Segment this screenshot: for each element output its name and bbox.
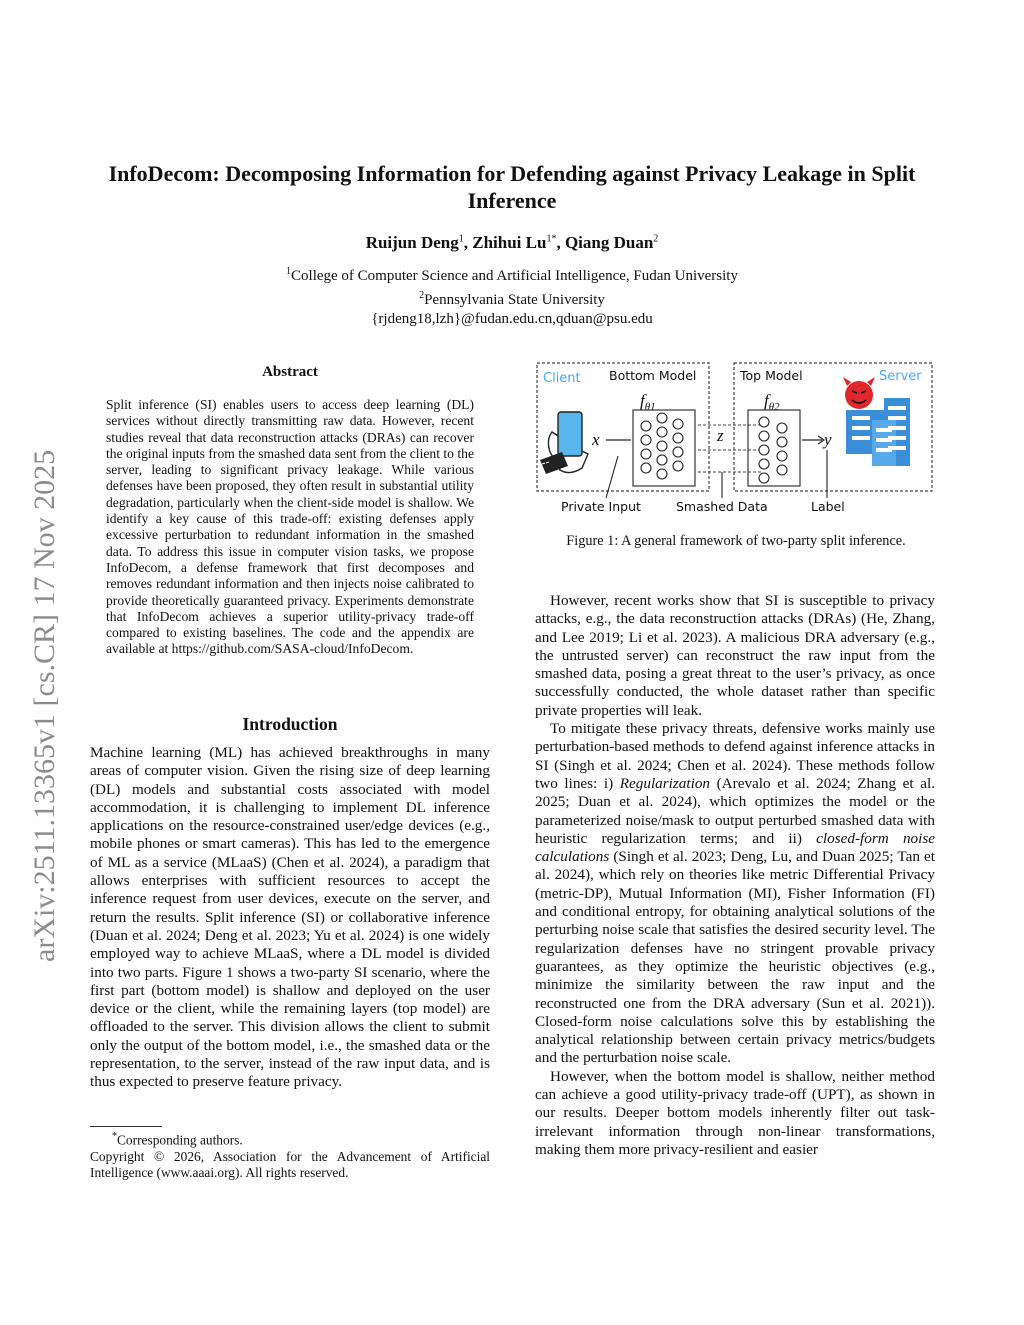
figure-split-inference [534, 360, 936, 520]
author-separator: , [556, 233, 565, 252]
author-name: Ruijun Deng [365, 233, 459, 252]
label-label: Label [811, 499, 845, 514]
paragraph: However, recent works show that SI is susceptible to privacy attacks, e.g., the data reconstruction attacks (DRAs) (He, Zhang, and Lee 2019; Li et al. 2023). A malicious DRA adversary (e.g., the untrusted server) can reconstruct the raw input from the smashed data, posing a great threat to the user’s privacy, as once successfully conducted, the whole dataset rather than specific private properties will leak. [535, 592, 935, 719]
emphasis-text: Regularization [619, 774, 711, 792]
footnote-mark: * [112, 1131, 117, 1142]
var-y: y [824, 430, 832, 449]
smashed-data-label: Smashed Data [676, 499, 768, 514]
arxiv-side-stamp [18, 370, 66, 970]
f-theta2: $f_{\theta 2}$ [764, 391, 780, 413]
affiliations [80, 262, 944, 329]
text-run: To mitigate these privacy threats, defensive works mainly use perturbation-based methods to defend against inference attacks in SI (Singh et al. 2024; Chen et al. 2024). These methods follow two lines: i) [535, 720, 935, 792]
text-run: (Arevalo et al. 2024; Zhang et al. 2025; Duan et al. 2024), which optimizes the model or the parameterized noise/mask to output perturbed smashed data with heuristic regularization terms; and ii) [535, 774, 935, 847]
author-name: Zhihui Lu [472, 233, 547, 252]
paragraph: However, when the bottom model is shallow, neither method can achieve a good utility-privacy trade-off (UPT), as shown in our results. Deeper bottom models inherently filter out task-irrelevant information through non-linear transformations, making them more privacy-resilient and easier [535, 1067, 935, 1158]
top-model-label: Top Model [740, 368, 803, 383]
affiliation-text: Pennsylvania State University [424, 292, 605, 308]
author-separator: , [463, 233, 473, 252]
phone-icon [540, 412, 588, 474]
var-z: z [717, 426, 724, 445]
top-model-network [748, 410, 800, 486]
text-run: (Singh et al. 2023; Deng, Lu, and Duan 2025; Tan et al. 2024), which rely on theories like metric Differential Privacy (metric-DP), Mutual Information (MI), Fisher Information (FI) and conditional entropy, for obtaining analytical solutions of the perturbing noise scale that satisfies the desired security level. The regularization defenses have no stringent provable privacy guarantees, as they optimize the heuristic objectives (e.g., minimize the similarity between the raw input and the reconstructed one from the DRA adversary (Sun et al. 2021)). Closed-form noise calculations solve this by establishing the analytical relationship between certain privacy metrics/budgets and the perturbation noise scale. [535, 848, 935, 1067]
abstract-body [106, 397, 474, 658]
author-list [80, 233, 944, 253]
author-affiliation-mark: 1* [546, 233, 557, 245]
copyright-notice: Copyright © 2026, Association for the Advancement of Artificial Intelligence (www.aaai.org). All rights reserved. [90, 1148, 490, 1180]
private-input-label: Private Input [561, 499, 641, 514]
abstract-heading: Abstract [262, 364, 318, 380]
affiliation-line [80, 286, 944, 310]
author-emails: {rjdeng18,lzh}@fudan.edu.cn,qduan@psu.edu [371, 311, 653, 327]
emphasis-text: closed-form noise calculations [535, 829, 936, 866]
bottom-model-network [633, 410, 695, 486]
devil-icon [843, 377, 875, 409]
footnote-rule [90, 1126, 162, 1127]
affiliation-mark: 2 [419, 290, 425, 301]
author-affiliation-mark: 1 [458, 233, 464, 245]
bottom-model-label: Bottom Model [609, 368, 697, 383]
arxiv-identifier: arXiv:2511.13365v1 [cs.CR] 17 Nov 2025 [28, 449, 61, 962]
paper-title: InfoDecom: Decomposing Information for Defending against Privacy Leakage in Split Inference [108, 161, 916, 213]
introduction-body [90, 744, 490, 1092]
author-affiliation-mark: 2 [653, 233, 659, 245]
affiliation-text: College of Computer Science and Artificial Intelligence, Fudan University [291, 268, 738, 284]
footnote-text: Corresponding authors. [117, 1132, 243, 1148]
var-x: x [592, 430, 600, 449]
footnotes [90, 1129, 490, 1181]
affiliation-line [80, 262, 944, 286]
right-column-body [535, 592, 935, 1159]
introduction-paragraph: Machine learning (ML) has achieved breakthroughs in many areas of computer vision. Given the rising size of deep learning (DL) models and substantial costs associated with model accommodation, it is challenging to implement DL inference applications on the resource-constrained user/edge devices (e.g., mobile phones or smart cameras). This has led to the emergence of ML as a service (MLaaS) (Chen et al. 2024), a paradigm that allows enterprises with sufficient resources to accept the inference request from user devices, execute on the server, and return the results. Split inference (SI) or collaborative inference (Duan et al. 2024; Deng et al. 2023; Yu et al. 2024) is one widely employed way to achieve MLaaS, where a DL model is divided into two parts. Figure 1 shows a two-party SI scenario, where the first part (bottom model) is shallow and deployed on the user device or the client, while the remaining layers (top model) are offloaded to the server. This division allows the client to submit only the output of the bottom model, i.e., the smashed data or the representation, to the server, instead of the raw input data, and is thus expected to preserve feature privacy. [90, 744, 490, 1091]
figure-caption: Figure 1: A general framework of two-party split inference. [566, 533, 906, 549]
paragraph [535, 720, 935, 1068]
corresponding-footnote [90, 1129, 490, 1149]
author-name: Qiang Duan [564, 233, 654, 252]
f-theta1: $f_{\theta 1}$ [640, 391, 656, 413]
affiliation-mark: 1 [286, 266, 292, 277]
client-tag: Client [543, 371, 581, 386]
abstract-text: Split inference (SI) enables users to access deep learning (DL) services without directly transmitting raw data. However, recent studies reveal that data reconstruction attacks (DRAs) can recover the original inputs from the smashed data sent from the client to the server, leading to significant privacy leakage. While various defenses have been proposed, they often result in substantial utility degradation, particularly when the client-side model is shallow. We identify a key cause of this trade-off: existing defenses apply excessive perturbation to redundant information in the smashed data. To address this issue in computer vision tasks, we propose InfoDecom, a defense framework that first decomposes and removes redundant information and then injects noise calibrated to provide theoretically guaranteed privacy. Experiments demonstrate that InfoDecom achieves a superior utility-privacy trade-off compared to existing baselines. The code and the appendix are available at https://github.com/SASA-cloud/InfoDecom. [106, 397, 474, 657]
server-tag: Server [879, 369, 922, 384]
introduction-heading: Introduction [242, 714, 338, 734]
